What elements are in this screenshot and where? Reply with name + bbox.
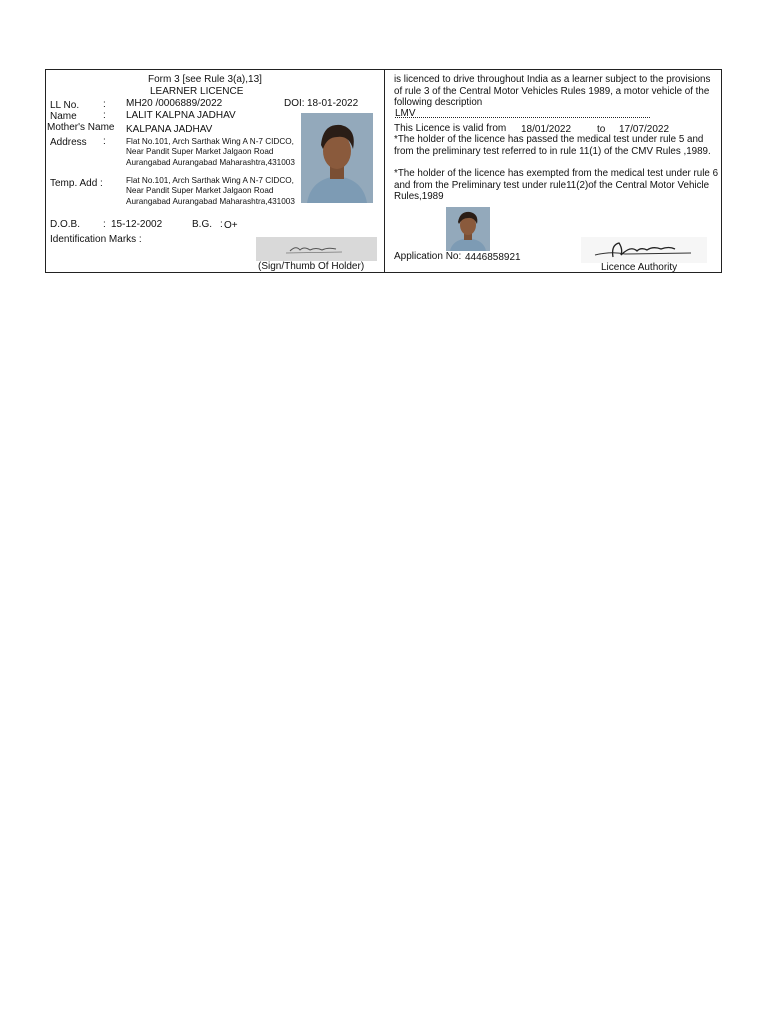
address-colon: : — [103, 136, 106, 147]
ll-no-colon: : — [103, 99, 106, 110]
identification-marks-label: Identification Marks : — [50, 234, 142, 245]
temp-address-label: Temp. Add : — [50, 178, 103, 189]
authority-signature — [581, 237, 707, 263]
application-no-value: 4446858921 — [465, 252, 521, 263]
holder-photo-small — [446, 207, 490, 251]
ll-no-value: MH20 /0006889/2022 — [126, 98, 223, 109]
valid-to-word: to — [597, 124, 606, 135]
ll-no-label: LL No. — [50, 100, 80, 111]
vehicle-class: LMV — [395, 108, 416, 119]
mother-name-value: KALPANA JADHAV — [126, 124, 213, 135]
name-label: Name — [50, 111, 77, 122]
licence-authority-label: Licence Authority — [601, 262, 678, 273]
dob-label: D.O.B. — [50, 219, 81, 230]
vehicle-class-dotted-line — [395, 117, 650, 118]
valid-from-date: 18/01/2022 — [521, 124, 572, 135]
valid-to-date: 17/07/2022 — [619, 124, 670, 135]
dob-value: 15-12-2002 — [111, 219, 163, 230]
mother-name-label: Mother's Name — [47, 122, 115, 133]
medical-test-passed-note: *The holder of the licence has passed the medical test under rule 5 and from the preliminary test referred to in rule 11(1) of the CMV Rules ,1989. — [394, 134, 711, 157]
sign-thumb-caption: (Sign/Thumb Of Holder) — [258, 261, 365, 272]
valid-from-label: This Licence is valid from — [394, 123, 507, 134]
application-no-label: Application No: — [394, 251, 462, 262]
form-title: Form 3 [see Rule 3(a),13] — [148, 74, 262, 85]
medical-test-exempted-note: *The holder of the licence has exempted from the medical test under rule 6 and from the Preliminary test under rule11(2)of the Central Motor Vehicle Rules,1989 — [394, 168, 719, 203]
doi-value: 18-01-2022 — [307, 98, 359, 109]
name-value: LALIT KALPNA JADHAV — [126, 110, 236, 121]
address-value: Flat No.101, Arch Sarthak Wing A N-7 CIDCO, Near Pandit Super Market Jalgaon Road Aurangabad Aurangabad Maharashtra,431003 — [126, 137, 295, 167]
holder-photo — [301, 113, 373, 203]
bg-colon: : — [220, 219, 223, 230]
holder-signature — [256, 237, 377, 261]
dob-colon: : — [103, 219, 106, 230]
temp-address-value: Flat No.101, Arch Sarthak Wing A N-7 CIDCO, Near Pandit Super Market Jalgaon Road Aurangabad Aurangabad Maharashtra,431003 — [126, 176, 295, 206]
bg-value: O+ — [224, 220, 238, 231]
card-divider — [384, 70, 385, 272]
learner-licence-card — [45, 69, 722, 273]
licence-intro-text: is licenced to drive throughout India as a learner subject to the provisions of rule 3 of the Central Motor Vehicles Rules 1989, a motor vehicle of the following description — [394, 74, 711, 109]
address-label: Address — [50, 137, 87, 148]
name-colon: : — [103, 110, 106, 121]
bg-label: B.G. — [192, 219, 213, 230]
doi-label: DOI: — [284, 98, 305, 109]
licence-title: LEARNER LICENCE — [150, 86, 244, 97]
